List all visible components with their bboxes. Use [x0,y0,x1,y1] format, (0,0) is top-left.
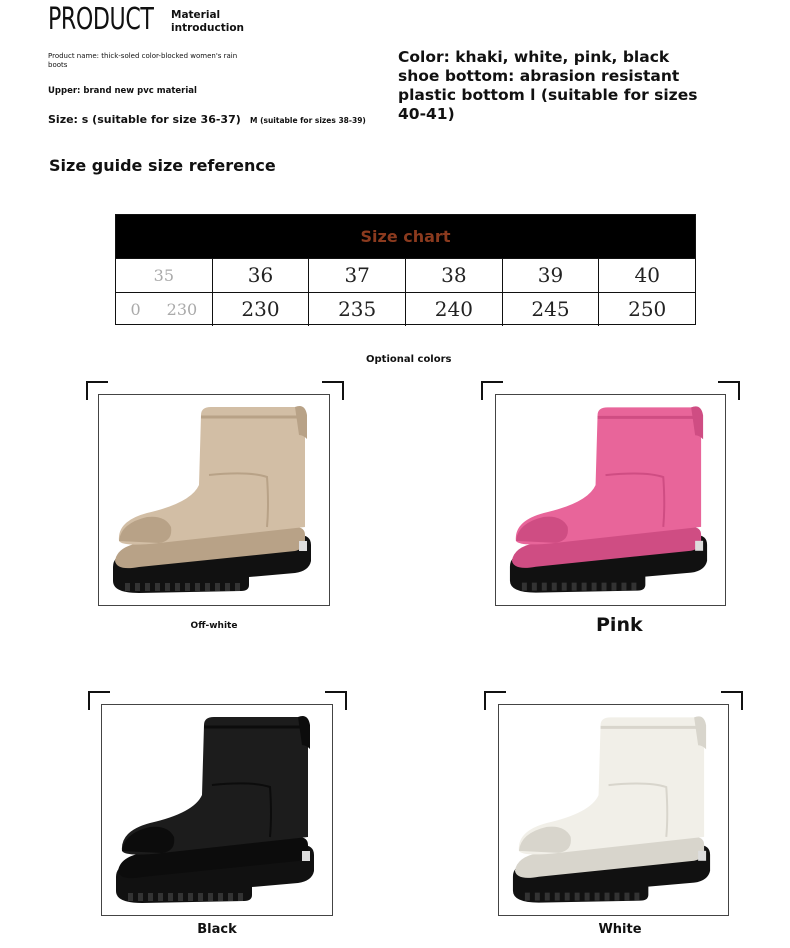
length-cell: 240 [405,293,502,326]
sole-tread [592,583,597,591]
sole-tread [178,893,183,901]
sole-tread [535,893,540,901]
sole-tread [198,893,203,901]
sole-tread [522,583,527,591]
size-cell: 38 [405,259,502,292]
product-image-off-white[interactable] [98,394,330,606]
sole-tread [148,893,153,901]
sole-tread [575,893,580,901]
sole-tread [158,893,163,901]
color-caption-pink: Pink [596,614,643,636]
sole-tread [235,583,240,591]
sole-tread [165,583,170,591]
heel-label [302,851,310,861]
sole-tread [125,583,130,591]
heel-label [698,851,706,861]
color-caption-off-white: Off-white [190,621,238,631]
material-intro-label: Material introduction [171,9,245,34]
sole-tread [215,583,220,591]
size-chart-title: Size chart [116,215,695,258]
upper-material-text: Upper: brand new pvc material [48,86,197,96]
color-description: Color: khaki, white, pink, black shoe bottom: abrasion resistant plastic bottom l (suitable for sizes 40-41) [398,48,698,123]
sole-tread [185,583,190,591]
length-cell: 235 [308,293,405,326]
sole-tread [552,583,557,591]
sole-tread [634,893,639,901]
size-cell: 39 [502,259,599,292]
sole-tread [175,583,180,591]
sole-tread [582,583,587,591]
size-guide-heading: Size guide size reference [49,156,276,175]
sole-tread [605,893,610,901]
sole-tread [225,583,230,591]
sole-tread [614,893,619,901]
sole-tread [155,583,160,591]
size-s-text: Size: s (suitable for size 36-37) [48,113,241,126]
sole-tread [188,893,193,901]
sole-tread [565,893,570,901]
product-image-white[interactable] [498,704,729,916]
sole-tread [195,583,200,591]
color-caption-white: White [598,922,642,937]
sole-tread [228,893,233,901]
sole-tread [138,893,143,901]
boot-image [496,395,725,605]
sole-tread [611,583,616,591]
sole-tread [532,583,537,591]
size-row [116,258,695,292]
sole-tread [572,583,577,591]
sole-tread [145,583,150,591]
size-cell: 35 [153,266,175,285]
sole-tread [205,583,210,591]
length-cell: 245 [502,293,599,326]
size-cell: 37 [308,259,405,292]
length-row [116,292,695,326]
boot-toe-cap [519,827,571,853]
sole-tread [128,893,133,901]
sole-tread [208,893,213,901]
length-cell: 230 [212,293,309,326]
sole-tread [555,893,560,901]
size-cell: 36 [212,259,309,292]
sole-tread [562,583,567,591]
boot-image [99,395,329,605]
boot-toe-cap [119,517,171,543]
length-cell [116,293,212,326]
heel-label [299,541,307,551]
color-caption-black: Black [197,922,237,937]
boot-image [499,705,728,915]
sole-tread [545,893,550,901]
sole-tread [135,583,140,591]
boot-toe-cap [122,827,174,853]
row-prefix: 0 [130,300,141,319]
sole-tread [621,583,626,591]
boot-image [102,705,332,915]
product-image-pink[interactable] [495,394,726,606]
sole-tread [542,583,547,591]
sole-tread [168,893,173,901]
length-cell: 250 [598,293,695,326]
sole-tread [595,893,600,901]
size-m-text: M (suitable for sizes 38-39) [250,116,366,125]
product-name-text: Product name: thick-soled color-blocked women's rain boots [48,52,238,69]
boot-toe-cap [516,517,568,543]
optional-colors-heading: Optional colors [366,354,452,365]
sole-tread [602,583,607,591]
sole-tread [525,893,530,901]
size-cell: 40 [598,259,695,292]
product-image-black[interactable] [101,704,333,916]
sole-tread [218,893,223,901]
heel-label [695,541,703,551]
sole-tread [624,893,629,901]
sole-tread [238,893,243,901]
size-chart-table [115,214,696,325]
sole-tread [585,893,590,901]
product-title: PRODUCT [48,2,154,37]
sole-tread [631,583,636,591]
length-value: 230 [166,300,198,319]
